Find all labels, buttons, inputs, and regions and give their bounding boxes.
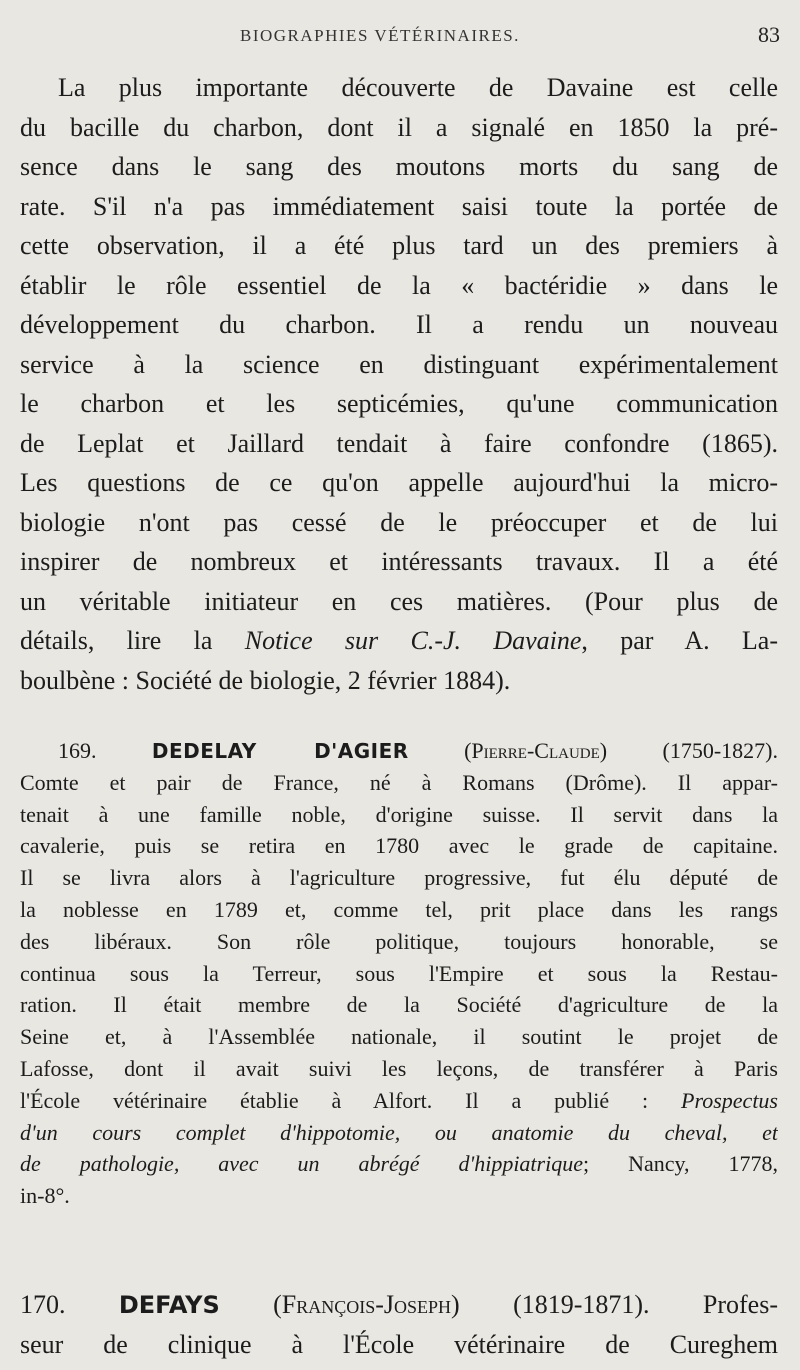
text-segment: l'École vétérinaire établie à Alfort. Il a publié : [20, 1087, 682, 1113]
text-line: des libéraux. Son rôle politique, toujours honorable, se [20, 928, 778, 954]
text-segment: ; Nancy, 1778, [583, 1151, 778, 1177]
entry-number: 170. [20, 1290, 66, 1319]
text-line: sence dans le sang des moutons morts du sang de [20, 152, 778, 181]
text-line [20, 1117, 778, 1149]
text-line: de Leplat et Jaillard tendait à faire confondre (1865). [20, 428, 778, 458]
entry-dates: (1819-1871). Profes- [513, 1290, 778, 1319]
text-line: seur de clinique à l'École vétérinaire de Cureghem [20, 1329, 778, 1359]
text-line: ration. Il était membre de la Société d'agriculture de la [20, 992, 778, 1018]
entry-given-names: (Pierre-Claude) [464, 738, 608, 763]
text-line: établir le rôle essentiel de la « bactéridie » dans le [20, 270, 778, 300]
text-line: continua sous la Terreur, sous l'Empire et sous la Restau- [20, 960, 778, 986]
entry-heading [20, 1285, 778, 1325]
publication-title: de pathologie, avec un abrégé d'hippiatrique [20, 1151, 583, 1177]
text-line: service à la science en distinguant expérimentalement [20, 349, 778, 379]
page-number: 83 [758, 22, 780, 47]
text-line: biologie n'ont pas cessé de le préoccuper et de lui [20, 507, 778, 537]
text-line: rate. S'il n'a pas immédiatement saisi toute la portée de [20, 191, 778, 221]
notice-title: Notice sur C.-J. Davaine [244, 626, 582, 655]
text-segment: détails, lire la [20, 626, 245, 655]
text-line: in-8°. [20, 1183, 70, 1209]
entry-given-names: (François-Joseph) [273, 1290, 460, 1319]
text-line: La plus importante découverte de Davaine est celle [58, 73, 778, 102]
entry-170 [20, 1285, 778, 1364]
entry-number: 169. [58, 738, 97, 763]
running-head [0, 22, 800, 52]
entry-dates: (1750-1827). [662, 738, 778, 763]
text-line: inspirer de nombreux et intéressants travaux. Il a été [20, 547, 778, 576]
text-line: du bacille du charbon, dont il a signalé en 1850 la pré- [20, 112, 778, 142]
text-line [20, 1085, 778, 1117]
entry-name: DEDELAY D'AGIER [151, 739, 409, 763]
text-line: Lafosse, dont il avait suivi les leçons, de transférer à Paris [20, 1055, 778, 1081]
text-line: boulbène : Société de biologie, 2 février 1884). [20, 665, 511, 695]
text-line: Il se livra alors à l'agriculture progressive, fut élu député de [20, 865, 778, 891]
text-segment: , par A. La- [581, 626, 778, 655]
text-line: le charbon et les septicémies, qu'une communication [20, 389, 778, 418]
text-line: Les questions de ce qu'on appelle aujourd'hui la micro- [20, 468, 778, 497]
text-line: Seine et, à l'Assemblée nationale, il soutint le projet de [20, 1024, 778, 1050]
text-line [20, 621, 778, 661]
text-line: Comte et pair de France, né à Romans (Drôme). Il appar- [20, 769, 778, 795]
text-line: un véritable initiateur en ces matières. (Pour plus de [20, 586, 778, 616]
text-line: développement du charbon. Il a rendu un nouveau [20, 310, 778, 339]
text-line: tenait à une famille noble, d'origine suisse. Il servit dans la [20, 801, 778, 827]
paragraph-davaine [20, 68, 778, 700]
publication-title: d'un cours complet d'hippotomie, ou anatomie du cheval, et [20, 1119, 778, 1145]
text-line [20, 1148, 778, 1180]
text-line: cette observation, il a été plus tard un des premiers à [20, 231, 778, 260]
publication-title: Prospectus [681, 1087, 778, 1113]
entry-name: DEFAYS [118, 1291, 220, 1319]
text-line: la noblesse en 1789 et, comme tel, prit place dans les rangs [20, 896, 778, 922]
running-title: BIOGRAPHIES VÉTÉRINAIRES. [240, 26, 520, 45]
text-line: cavalerie, puis se retira en 1780 avec le grade de capitaine. [20, 833, 778, 859]
entry-169 [20, 735, 778, 1212]
entry-heading [20, 735, 778, 767]
